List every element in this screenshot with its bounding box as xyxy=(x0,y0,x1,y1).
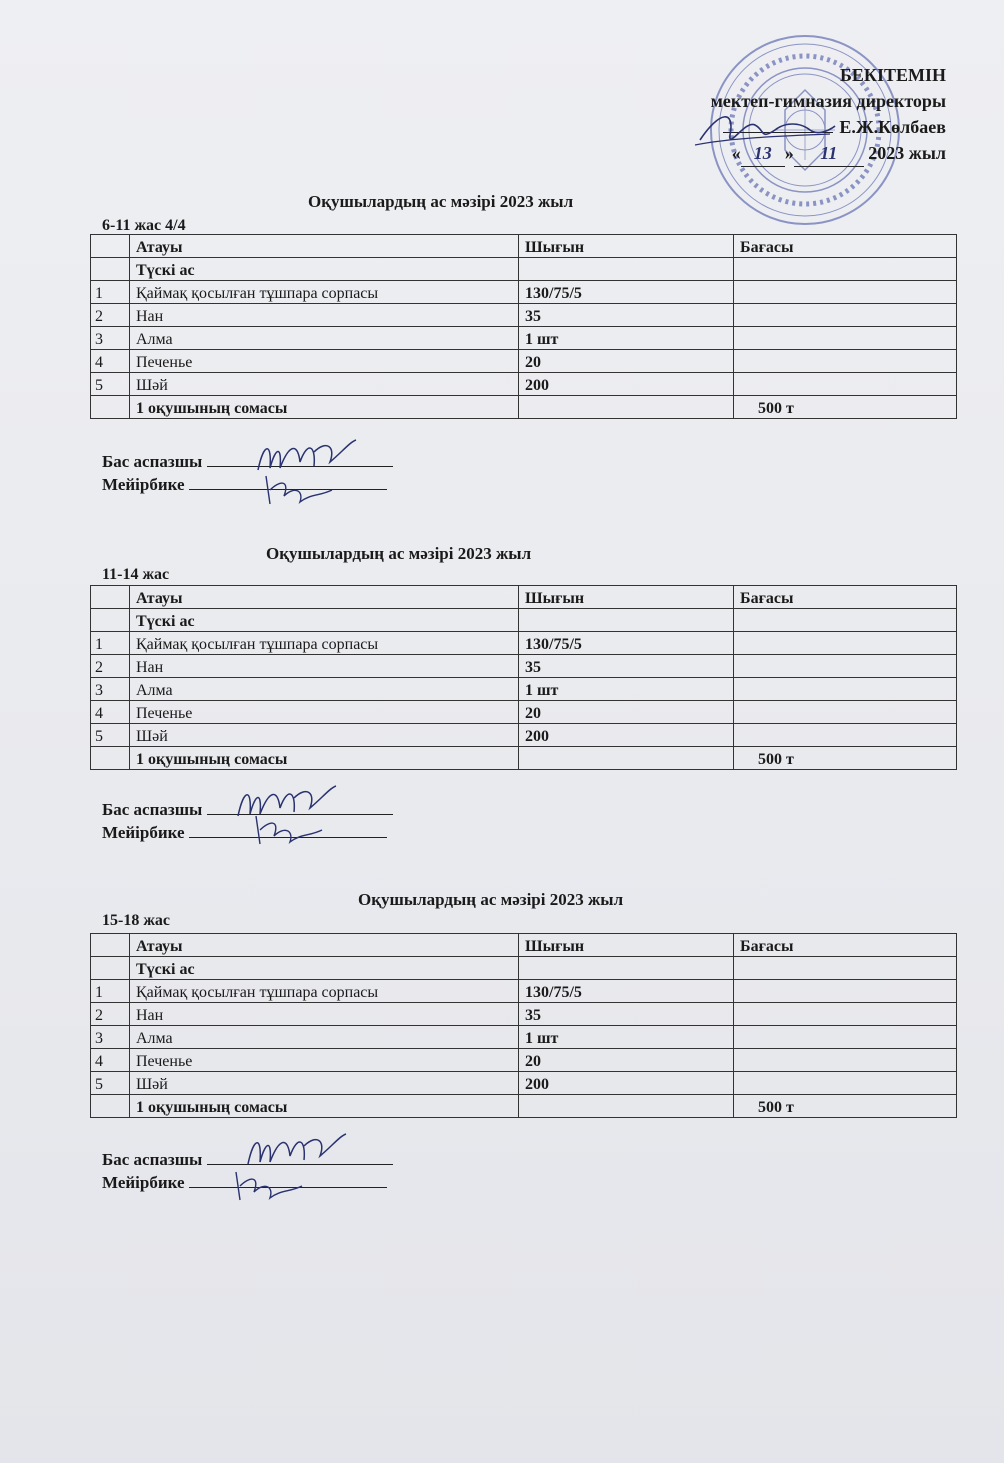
header-price: Бағасы xyxy=(734,934,957,957)
header-qty: Шығын xyxy=(519,934,734,957)
total-label: 1 оқушының сомасы xyxy=(130,1095,519,1118)
lunch-row xyxy=(91,957,957,980)
total-row xyxy=(91,396,957,419)
table-row: 2 Нан 35 xyxy=(91,655,957,678)
total-price: 500 т xyxy=(734,396,957,419)
header-qty: Шығын xyxy=(519,586,734,609)
lunch-label: Түскі ас xyxy=(130,609,519,632)
director-signature xyxy=(690,100,840,160)
table-row: 3 Алма 1 шт xyxy=(91,1026,957,1049)
menu-table xyxy=(90,234,957,419)
total-label: 1 оқушының сомасы xyxy=(130,747,519,770)
table-row: 2 Нан 35 xyxy=(91,304,957,327)
table-row: 5 Шәй 200 xyxy=(91,373,957,396)
table-row: 5 Шәй 200 xyxy=(91,724,957,747)
nurse-signature xyxy=(250,810,330,850)
nurse-label: Мейірбике xyxy=(102,823,185,842)
total-price: 500 т xyxy=(734,1095,957,1118)
lunch-label: Түскі ас xyxy=(130,957,519,980)
header-price: Бағасы xyxy=(734,235,957,258)
age-group: 6-11 жас 4/4 xyxy=(102,217,186,234)
menu-title: Оқушылардың ас мәзірі 2023 жыл xyxy=(358,890,624,909)
lunch-row xyxy=(91,609,957,632)
header-price: Бағасы xyxy=(734,586,957,609)
age-group: 15-18 жас xyxy=(102,912,171,929)
header-qty: Шығын xyxy=(519,235,734,258)
table-row: 1 Қаймақ қосылған тұшпара сорпасы 130/75/5 xyxy=(91,281,957,304)
total-price: 500 т xyxy=(734,747,957,770)
table-header-row xyxy=(91,586,957,609)
date-month: 11 xyxy=(794,140,864,167)
table-row: 5 Шәй 200 xyxy=(91,1072,957,1095)
chef-label: Бас аспазшы xyxy=(102,800,203,819)
menu-title: Оқушылардың ас мәзірі 2023 жыл xyxy=(266,544,532,563)
menu-title: Оқушылардың ас мәзірі 2023 жыл xyxy=(308,192,574,211)
table-header-row xyxy=(91,235,957,258)
table-row: 4 Печенье 20 xyxy=(91,701,957,724)
total-row xyxy=(91,1095,957,1118)
total-row xyxy=(91,747,957,770)
approval-heading: БЕКІТЕМІН xyxy=(840,65,946,85)
table-row: 1 Қаймақ қосылған тұшпара сорпасы 130/75/5 xyxy=(91,632,957,655)
total-label: 1 оқушының сомасы xyxy=(130,396,519,419)
director-position: мектеп-гимназия директоры xyxy=(710,91,946,111)
lunch-label: Түскі ас xyxy=(130,258,519,281)
table-row: 3 Алма 1 шт xyxy=(91,327,957,350)
date-day: 13 xyxy=(741,140,785,167)
lunch-row xyxy=(91,258,957,281)
nurse-signature xyxy=(260,470,340,510)
nurse-label: Мейірбике xyxy=(102,1173,185,1192)
approval-date: « 13 » 11 2023 жыл xyxy=(711,140,946,167)
chef-label: Бас аспазшы xyxy=(102,1150,203,1169)
menu-table xyxy=(90,933,957,1118)
chef-label: Бас аспазшы xyxy=(102,452,203,471)
table-header-row xyxy=(91,934,957,957)
table-row: 3 Алма 1 шт xyxy=(91,678,957,701)
nurse-label: Мейірбике xyxy=(102,475,185,494)
table-row: 2 Нан 35 xyxy=(91,1003,957,1026)
age-group: 11-14 жас xyxy=(102,566,170,583)
date-year: 2023 жыл xyxy=(868,143,946,163)
header-name: Атауы xyxy=(130,934,519,957)
menu-table xyxy=(90,585,957,770)
director-name: Е.Ж.Көлбаев xyxy=(839,117,946,137)
header-name: Атауы xyxy=(130,235,519,258)
header-name: Атауы xyxy=(130,586,519,609)
table-row: 4 Печенье 20 xyxy=(91,350,957,373)
table-row: 4 Печенье 20 xyxy=(91,1049,957,1072)
table-row: 1 Қаймақ қосылған тұшпара сорпасы 130/75/5 xyxy=(91,980,957,1003)
nurse-signature xyxy=(230,1166,310,1206)
